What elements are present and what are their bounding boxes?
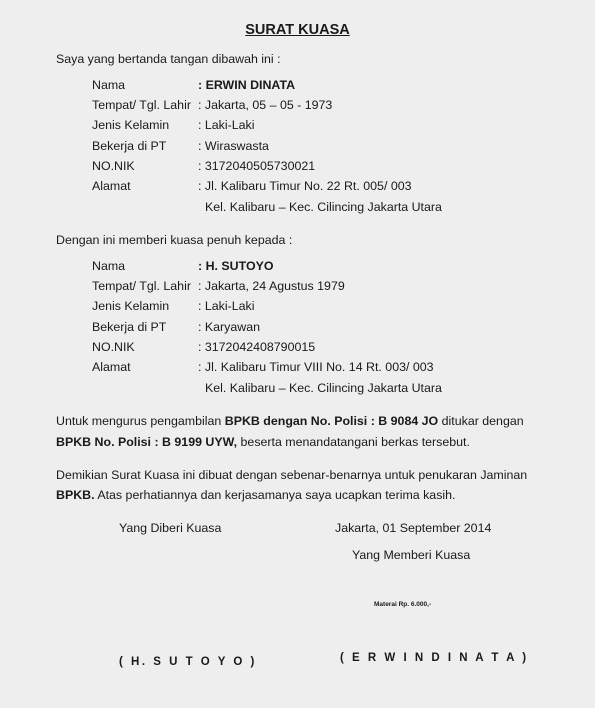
grantor-field-label: NO.NIK: [92, 158, 135, 173]
grantee-field-value: : Laki-Laki: [198, 299, 255, 314]
grantee-field-label: NO.NIK: [92, 339, 135, 354]
grantor-field-value: : ERWIN DINATA: [198, 78, 296, 92]
purpose-text-c: ditukar dengan: [438, 414, 524, 428]
meterai-stamp-note: Materai Rp. 6.000,-: [374, 601, 432, 608]
grantor-field-value: : 3172040505730021: [198, 158, 316, 173]
grantor-field-label: Nama: [92, 78, 126, 92]
giver-name: ( E R W I N D I N A T A ): [340, 652, 529, 664]
grantee-field-label: Alamat: [92, 360, 131, 374]
receiver-label: Yang Diberi Kuasa: [119, 521, 222, 535]
grantee-field-value: : 3172042408790015: [198, 339, 316, 354]
grantor-field-label: Jenis Kelamin: [92, 118, 170, 133]
purpose-text-a: Untuk mengurus pengambilan: [56, 414, 225, 428]
document-title: SURAT KUASA: [245, 22, 350, 38]
purpose-text-e: beserta menandatangani berkas tersebut.: [237, 435, 470, 449]
giver-label: Yang Memberi Kuasa: [352, 548, 471, 562]
grantee-field-label: Jenis Kelamin: [92, 299, 170, 314]
grantee-field-label: Bekerja di PT: [92, 319, 167, 334]
purpose-text-d: BPKB No. Polisi : B 9199 UYW,: [56, 435, 238, 449]
grantee-field-value: : Jakarta, 24 Agustus 1979: [198, 279, 345, 294]
grantor-address-line2: Kel. Kalibaru – Kec. Cilincing Jakarta Utara: [205, 200, 442, 214]
intro-grantee: Dengan ini memberi kuasa penuh kepada :: [56, 233, 293, 247]
intro-grantor: Saya yang bertanda tangan dibawah ini :: [56, 52, 281, 66]
purpose-line2: [56, 435, 470, 450]
grantor-field-label: Alamat: [92, 179, 131, 193]
closing-text-c: Atas perhatiannya dan kerjasamanya saya ucapkan terima kasih.: [94, 488, 456, 502]
grantor-field-value: : Jl. Kalibaru Timur No. 22 Rt. 005/ 003: [198, 179, 412, 193]
place-date: Jakarta, 01 September 2014: [335, 521, 492, 535]
closing-line1: Demikian Surat Kuasa ini dibuat dengan sebenar-benarnya untuk penukaran Jaminan: [56, 468, 528, 482]
closing-line2: [56, 488, 455, 503]
closing-text-b: BPKB.: [56, 488, 95, 502]
grantor-field-label: Tempat/ Tgl. Lahir: [92, 98, 191, 113]
grantor-field-label: Bekerja di PT: [92, 138, 167, 153]
grantee-field-value: : Karyawan: [198, 319, 260, 334]
grantee-field-value: : H. SUTOYO: [198, 259, 274, 273]
grantee-field-label: Nama: [92, 259, 126, 273]
grantee-field-value: : Jl. Kalibaru Timur VIII No. 14 Rt. 003/ 003: [198, 360, 434, 374]
grantee-address-line2: Kel. Kalibaru – Kec. Cilincing Jakarta Utara: [205, 381, 442, 395]
grantor-field-value: : Laki-Laki: [198, 118, 255, 133]
grantor-field-value: : Wiraswasta: [198, 138, 269, 153]
grantee-field-label: Tempat/ Tgl. Lahir: [92, 279, 191, 294]
grantor-field-value: : Jakarta, 05 – 05 - 1973: [198, 98, 333, 113]
purpose-text-b: BPKB dengan No. Polisi : B 9084 JO: [224, 414, 439, 428]
purpose-line1: [56, 414, 524, 429]
receiver-name: ( H. S U T O Y O ): [119, 656, 257, 668]
